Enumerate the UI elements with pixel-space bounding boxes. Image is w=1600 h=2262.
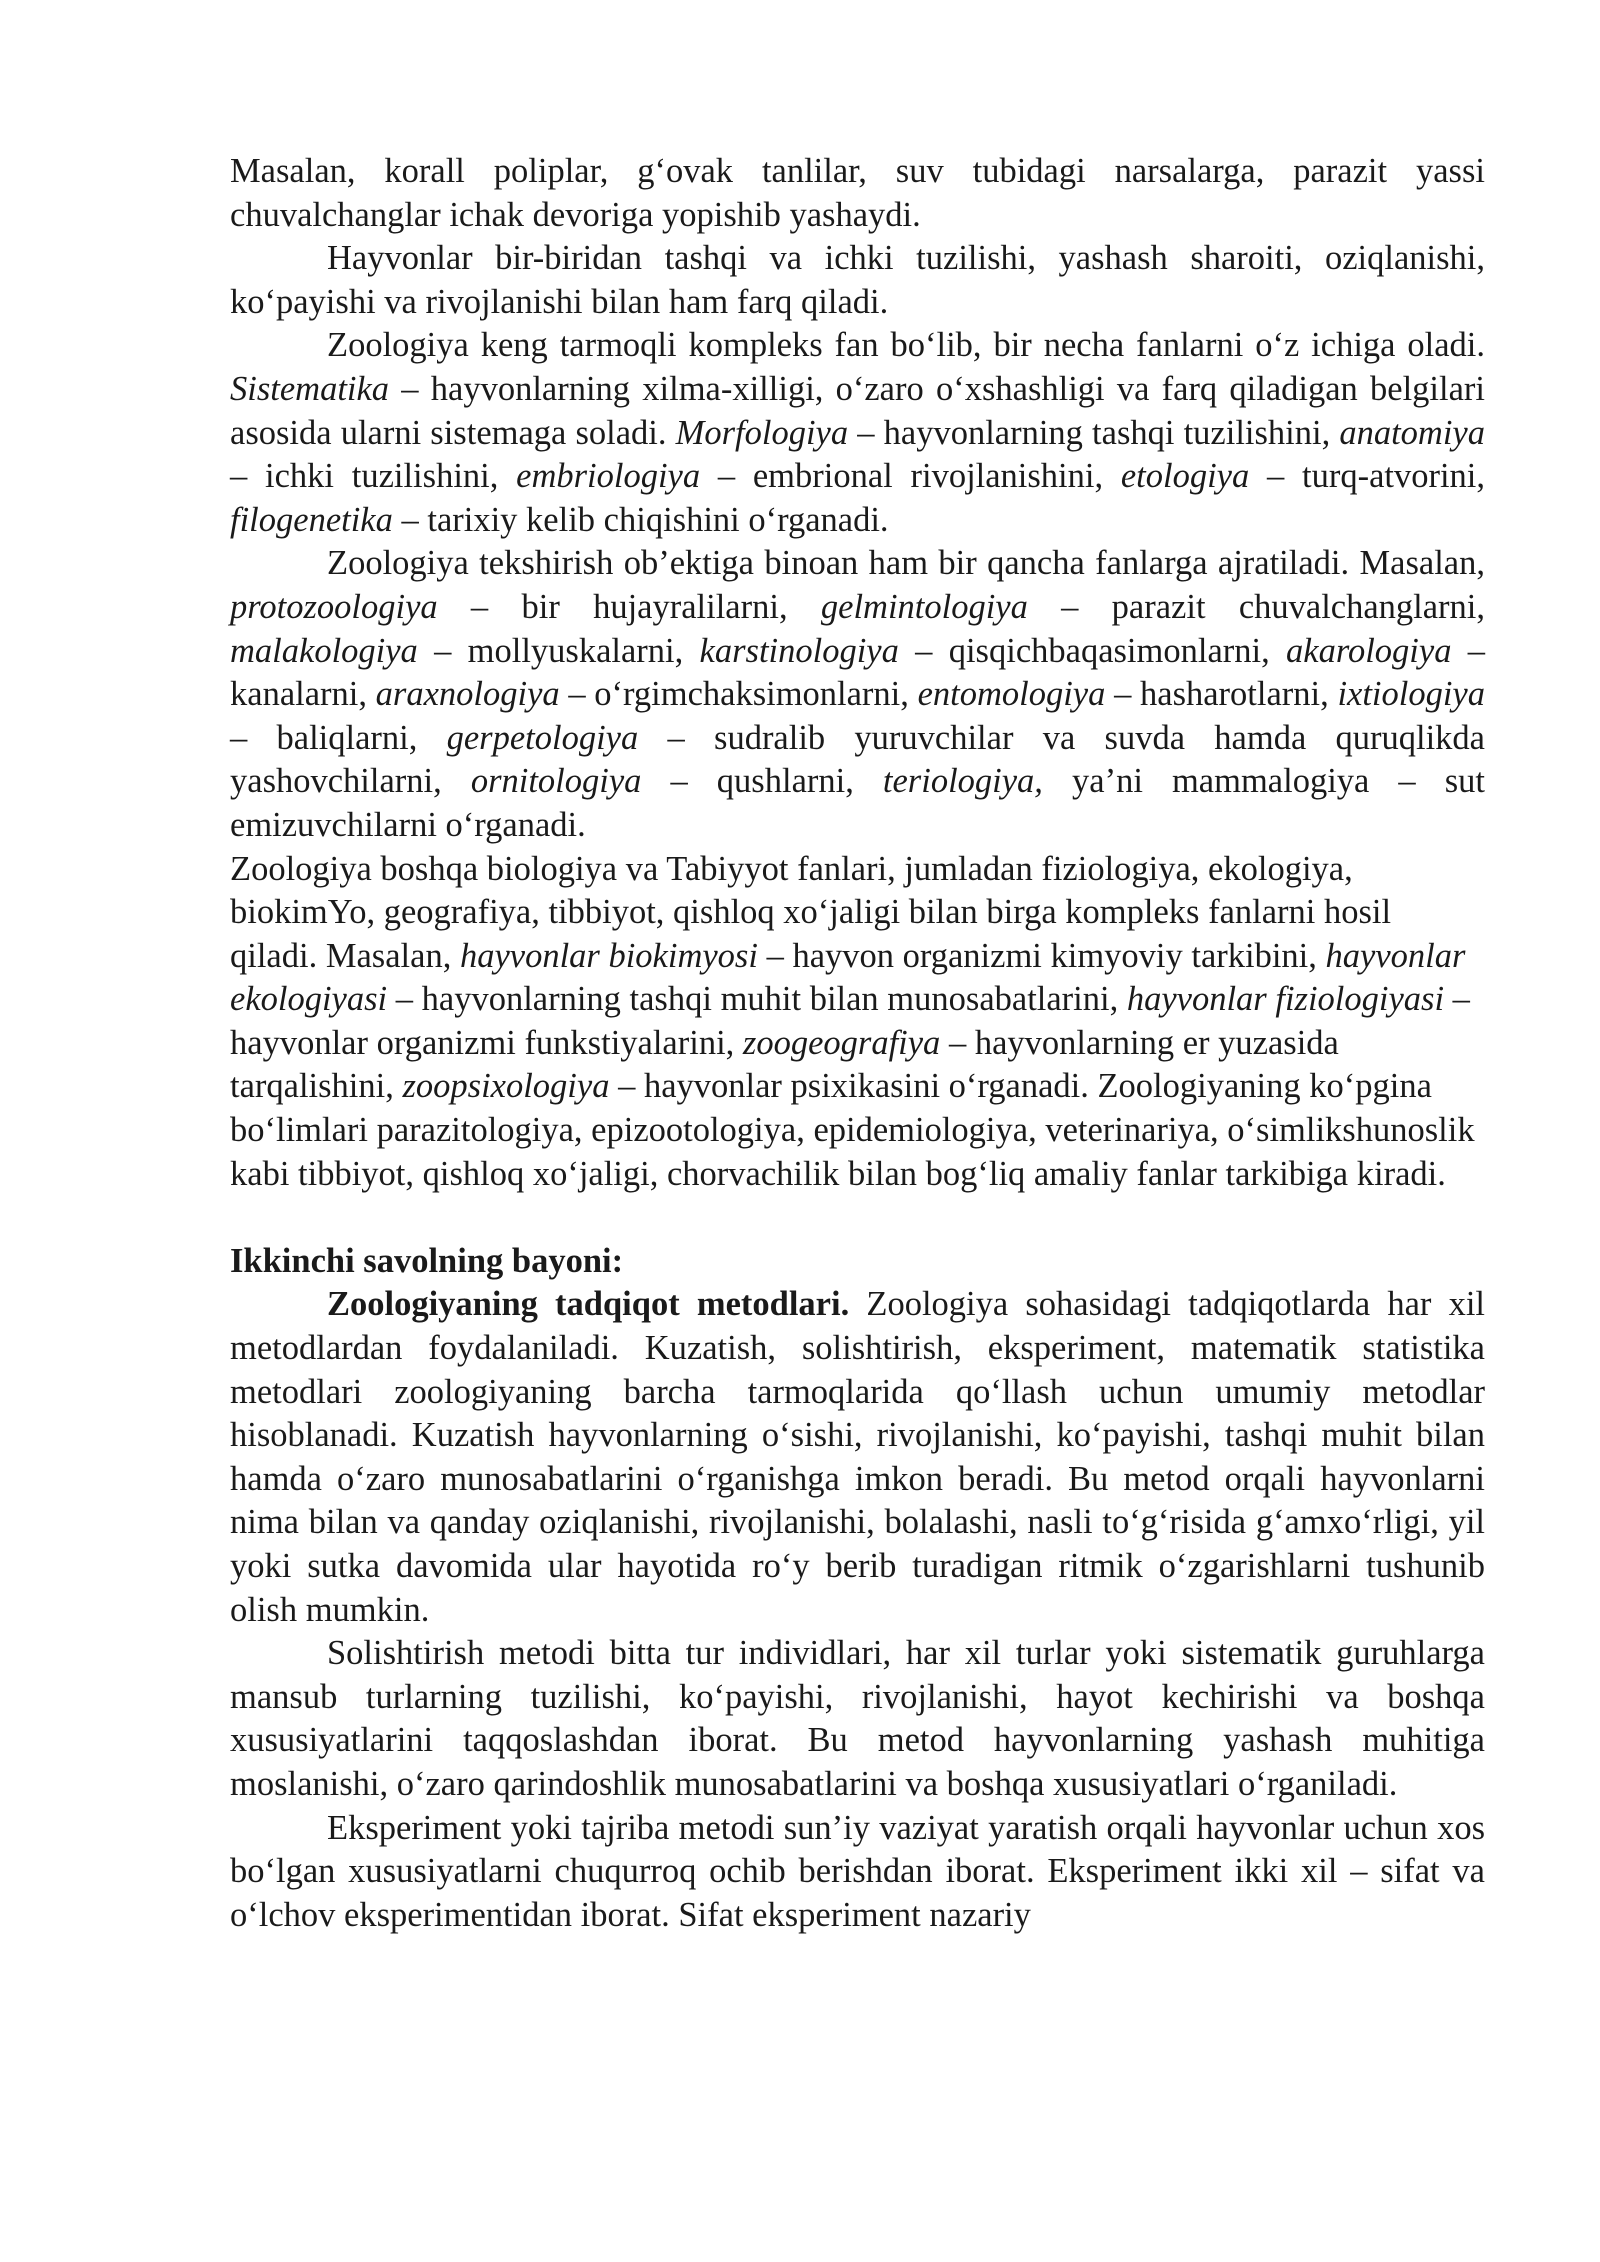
term-gelmintologiya: gelmintologiya bbox=[820, 587, 1028, 626]
document-page bbox=[230, 150, 1485, 1937]
term-sistematika: Sistematika bbox=[230, 369, 390, 408]
term-hayvonlar-biokimyosi: hayvonlar biokimyosi bbox=[459, 936, 758, 975]
term-karstinologiya: karstinologiya bbox=[699, 631, 899, 670]
term-anatomiya: anatomiya bbox=[1339, 413, 1485, 452]
term-embriologiya: embriologiya bbox=[516, 457, 701, 496]
term-zoogeografiya: zoogeografiya bbox=[742, 1023, 941, 1062]
term-ixtiologiya: ixtiologiya bbox=[1337, 675, 1485, 714]
paragraph-2: Hayvonlar bir-biridan tashqi va ichki tuzilishi, yashash sharoiti, oziqlanishi, ko‘payishi va rivojlanishi bilan ham farq qiladi. bbox=[230, 239, 1485, 321]
term-teriologiya: teriologiya, bbox=[882, 762, 1043, 801]
blank-line bbox=[230, 1196, 1485, 1240]
paragraph-7: Solishtirish metodi bitta tur individlari, har xil turlar yoki sistematik guruhlarga mansub turlarning tuzilishi, ko‘payishi, rivojlanishi, hayot kechirishi va boshqa xususiyatlarini taqqoslashdan iborat. Bu metod hayvonlarning yashash muhitiga moslanishi, o‘zaro qarindoshlik munosabatlarini va boshqa xususiyatlari o‘rganiladi. bbox=[230, 1634, 1485, 1803]
term-hayvonlar-ekologiyasi: hayvonlar ekologiyasi bbox=[230, 936, 1466, 1019]
term-filogenetika: filogenetika bbox=[230, 500, 393, 539]
paragraph-4: Zoologiya tekshirish ob’ektiga binoan ham bir qancha fanlarga ajratiladi. Masalan, protozoologiya – bir hujayralilarni, gelmintologiya – parazit chuvalchanglarni, malakologiya – mollyuskalarni, karstinologiya – qisqichbaqasimonlarni, akarologiya – kanalarni, araxnologiya – o‘rgimchaksimonlarni, entomologiya – hasharotlarni, ixtiologiya – baliqlarni, gerpetologiya – sudralib yuruvchilar va suvda hamda quruqlikda yashovchilarni, ornitologiya – qushlarni, teriologiya, ya’ni mammalogiya – sut emizuvchilarni o‘rganadi. bbox=[230, 544, 1486, 844]
term-malakologiya: malakologiya bbox=[230, 631, 418, 670]
term-protozoologiya: protozoologiya bbox=[230, 587, 438, 626]
paragraph-8: Eksperiment yoki tajriba metodi sun’iy vaziyat yaratish orqali hayvonlar uchun xos bo‘lgan xususiyatlarni chuqurroq ochib berishdan iborat. Eksperiment ikki xil – sifat va o‘lchov eksperimentidan iborat. Sifat eksperiment nazariy bbox=[230, 1808, 1485, 1934]
term-entomologiya: entomologiya bbox=[917, 675, 1106, 714]
section-heading: Ikkinchi savolning bayoni: bbox=[230, 1241, 624, 1280]
paragraph-3: Zoologiya keng tarmoqli kompleks fan bo‘lib, bir necha fanlarni o‘z ichiga oladi. Sistematika – hayvonlarning xilma-xilligi, o‘zaro o‘xshashligi va farq qiladigan belgilari asosida ularni sistemaga soladi. Morfologiya – hayvonlarning tashqi tuzilishini, anatomiya – ichki tuzilishini, embriologiya – embrional rivojlanishini, etologiya – turq-atvorini, filogenetika – tarixiy kelib chiqishini o‘rganadi. bbox=[230, 326, 1486, 539]
term-ornitologiya: ornitologiya bbox=[470, 762, 642, 801]
paragraph-1: Masalan, korall poliplar, g‘ovak tanlilar, suv tubidagi narsalarga, parazit yassi chuvalchanglar ichak devoriga yopishib yashaydi. bbox=[230, 152, 1485, 234]
paragraph-6: Zoologiyaning tadqiqot metodlari. Zoologiya sohasidagi tadqiqotlarda har xil metodlardan foydalaniladi. Kuzatish, solishtirish, eksperiment, matematik statistika metodlari zoologiyaning barcha tarmoqlarida qo‘llash uchun umumiy metodlar hisoblanadi. Kuzatish hayvonlarning o‘sishi, rivojlanishi, ko‘payishi, tashqi muhit bilan hamda o‘zaro munosabatlarini o‘rganishga imkon beradi. Bu metod orqali hayvonlarni nima bilan va qanday oziqlanishi, rivojlanishi, bolalashi, nasli to‘g‘risida g‘amxo‘rligi, yil yoki sutka davomida ular hayotida ro‘y berib turadigan ritmik o‘zgarishlarni tushunib olish mumkin. bbox=[230, 1285, 1485, 1629]
term-araxnologiya: araxnologiya bbox=[375, 675, 560, 714]
term-etologiya: etologiya bbox=[1120, 457, 1250, 496]
term-akarologiya: akarologiya bbox=[1286, 631, 1452, 670]
subheading-methods: Zoologiyaning tadqiqot metodlari. bbox=[327, 1285, 850, 1324]
term-hayvonlar-fiziologiyasi: hayvonlar fiziologiyasi bbox=[1126, 980, 1445, 1019]
term-morfologiya: Morfologiya bbox=[675, 413, 849, 452]
term-gerpetologiya: gerpetologiya bbox=[446, 718, 639, 757]
term-zoopsixologiya: zoopsixologiya bbox=[402, 1067, 610, 1106]
paragraph-5: Zoologiya boshqa biologiya va Tabiyyot fanlari, jumladan fiziologiya, ekologiya, biokimYo, geografiya, tibbiyot, qishloq xo‘jaligi bilan birga kompleks fanlarni hosil qiladi. Masalan, hayvonlar biokimyosi – hayvon organizmi kimyoviy tarkibini, hayvonlar ekologiyasi – hayvonlarning tashqi muhit bilan munosabatlarini, hayvonlar fiziologiyasi – hayvonlar organizmi funkstiyalarini, zoogeografiya – hayvonlarning er yuzasida tarqalishini, zoopsixologiya – hayvonlar psixikasini o‘rganadi. Zoologiyaning ko‘pgina bo‘limlari parazitologiya, epizootologiya, epidemiologiya, veterinariya, o‘simlikshunoslik kabi tibbiyot, qishloq xo‘jaligi, chorvachilik bilan bog‘liq amaliy fanlar tarkibiga kiradi. bbox=[230, 849, 1475, 1193]
